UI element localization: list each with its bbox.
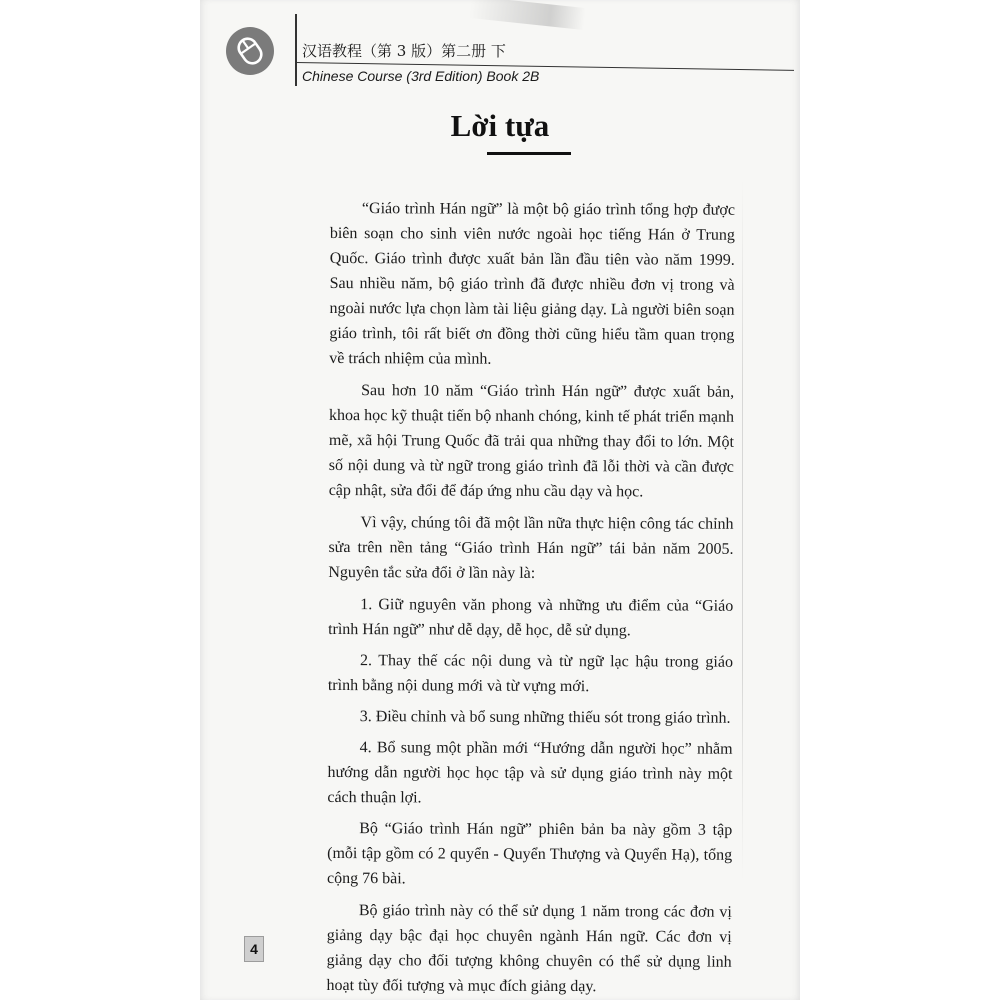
paragraph: Bộ “Giáo trình Hán ngữ” phiên bản ba này gồm 3 tập (mỗi tập gồm có 2 quyển - Quyển Thượng và Quyển Hạ), tổng cộng 76 bài. — [326, 820, 733, 888]
preface-body — [326, 196, 735, 1007]
header-vertical-rule — [295, 14, 297, 86]
page-fold-shadow — [742, 180, 743, 880]
paragraph: “Giáo trình Hán ngữ” là một bộ giáo trình tổng hợp được biên soạn cho sinh viên nước ngoài học tiếng Hán ở Trung Quốc. Giáo trình được xuất bản lần đầu tiên vào năm 1999. Sau nhiều năm, bộ giáo trình đã được nhiều đơn vị trong và ngoài nước lựa chọn làm tài liệu giảng dạy. Là người biên soạn giáo trình, tôi rất biết ơn đồng thời cũng hiểu tầm quan trọng về trách nhiệm của mình. — [329, 200, 735, 368]
list-item: 4. Bổ sung một phần mới “Hướng dẫn người học” nhằm hướng dẫn người học học tập và sử dụng giáo trình này một cách thuận lợi. — [327, 739, 733, 807]
list-item: 2. Thay thế các nội dung và từ ngữ lạc hậu trong giáo trình bằng nội dung mới và từ vựng mới. — [327, 652, 734, 696]
paragraph: Sau hơn 10 năm “Giáo trình Hán ngữ” được xuất bản, khoa học kỹ thuật tiến bộ nhanh chóng, kinh tế phát triển mạnh mẽ, xã hội Trung Quốc đã trải qua những thay đổi to lớn. Một số nội dung và từ ngữ trong giáo trình đã lỗi thời và cần được cập nhật, sửa đổi để đáp ứng nhu cầu dạy và học. — [328, 382, 735, 501]
paragraph: Vì vậy, chúng tôi đã một lần nữa thực hiện công tác chỉnh sửa trên nền tảng “Giáo trình Hán ngữ” tái bản năm 2005. Nguyên tắc sửa đổi ở lần này là: — [328, 514, 734, 582]
page-title: Lời tựa — [450, 108, 550, 143]
title-underline — [487, 152, 571, 155]
header-chinese-title: 汉语教程（第 3 版）第二册 下 — [302, 42, 506, 60]
computer-mouse-icon — [226, 27, 274, 75]
list-item: 1. Giữ nguyên văn phong và những ưu điểm của “Giáo trình Hán ngữ” như dễ dạy, dễ học, dễ sử dụng. — [328, 596, 734, 640]
header-english-title: Chinese Course (3rd Edition) Book 2B — [302, 68, 540, 84]
list-item: 3. Điều chỉnh và bổ sung những thiếu sót trong giáo trình. — [359, 708, 731, 727]
paragraph: Bộ giáo trình này có thể sử dụng 1 năm trong các đơn vị giảng dạy bậc đại học chuyên ngành Hán ngữ. Các đơn vị giảng dạy cho đối tượng không chuyên có thể sử dụng linh hoạt tùy đối tượng và mục đích giảng dạy. — [326, 902, 732, 996]
page-number: 4 — [244, 936, 264, 962]
